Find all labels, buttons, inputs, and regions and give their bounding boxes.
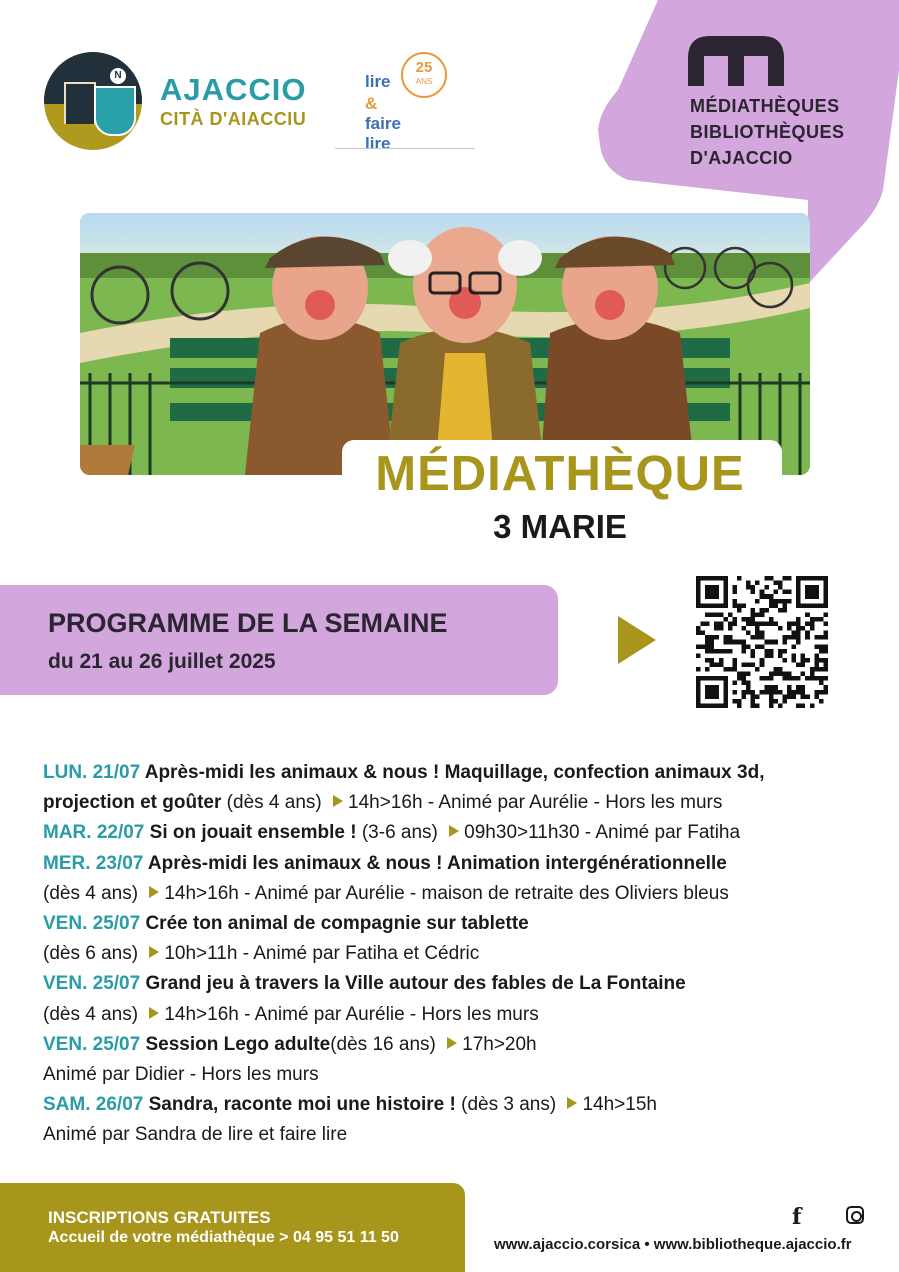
- event-details: 10h>11h - Animé par Fatiha et Cédric: [164, 943, 480, 965]
- time-arrow-icon: [447, 1037, 457, 1049]
- event-title: Session Lego adulte: [145, 1033, 331, 1055]
- event-details: (dès 4 ans): [43, 1003, 144, 1025]
- venue-subtitle: 3 MARIE: [493, 508, 627, 545]
- schedule-line: [43, 758, 873, 788]
- event-details: (dès 16 ans): [330, 1033, 442, 1055]
- schedule-day: VEN. 25/07: [43, 973, 146, 995]
- schedule-line: [43, 788, 873, 818]
- schedule-line: [43, 1060, 873, 1090]
- weekly-schedule: [43, 758, 873, 1151]
- schedule-day: VEN. 25/07: [43, 1033, 146, 1055]
- schedule-line: [43, 1000, 873, 1030]
- schedule-line: [43, 879, 873, 909]
- ajaccio-logo: N: [44, 52, 142, 150]
- mediatheques-line-2: BIBLIOTHÈQUES: [690, 122, 845, 142]
- lire-et-faire-lire-logo: 25 ANS lire & faire lire: [335, 52, 475, 150]
- event-title: Si on jouait ensemble !: [149, 822, 357, 844]
- programme-dates: du 21 au 26 juillet 2025: [48, 650, 276, 673]
- event-details: 09h30>11h30 - Animé par Fatiha: [464, 822, 741, 844]
- event-title: Après-midi les animaux & nous ! Animation intergénérationnelle: [147, 852, 727, 874]
- mediatheques-m-icon: [688, 36, 784, 86]
- time-arrow-icon: [567, 1097, 577, 1109]
- event-title: Après-midi les animaux & nous ! Maquillage, confection animaux 3d,: [144, 762, 765, 783]
- schedule-day: LUN. 21/07: [43, 762, 145, 783]
- schedule-day: MER. 23/07: [43, 852, 148, 874]
- event-details: 17h>20h: [462, 1033, 537, 1055]
- ajaccio-name: AJACCIO: [160, 72, 307, 107]
- mediatheques-line-1: MÉDIATHÈQUES: [690, 96, 840, 116]
- programme-title: PROGRAMME DE LA SEMAINE: [48, 608, 448, 638]
- event-title: Crée ton animal de compagnie sur tablette: [145, 913, 529, 935]
- schedule-line: [43, 818, 873, 848]
- mediatheques-line-3: D'AJACCIO: [690, 148, 793, 168]
- schedule-day: MAR. 22/07: [43, 822, 150, 844]
- event-details: (dès 6 ans): [43, 943, 144, 965]
- qr-code[interactable]: [696, 576, 828, 708]
- schedule-line: [43, 939, 873, 969]
- event-details: (dès 4 ans): [221, 792, 328, 814]
- venue-title: MÉDIATHÈQUE: [375, 447, 745, 501]
- play-arrow-icon: [618, 616, 656, 664]
- registration-title: INSCRIPTIONS GRATUITES: [48, 1208, 271, 1227]
- event-details: (dès 3 ans): [455, 1094, 562, 1116]
- schedule-line: [43, 1030, 873, 1060]
- facebook-icon[interactable]: f: [792, 1204, 802, 1230]
- registration-phone[interactable]: Accueil de votre médiathèque > 04 95 51 11 50: [48, 1229, 399, 1246]
- instagram-icon[interactable]: [846, 1206, 864, 1224]
- schedule-line: [43, 909, 873, 939]
- event-details: 14h>16h - Animé par Aurélie - Hors les murs: [164, 1003, 539, 1025]
- time-arrow-icon: [149, 886, 159, 898]
- event-details: 14h>16h - Animé par Aurélie - maison de retraite des Oliviers bleus: [164, 882, 729, 904]
- schedule-day: VEN. 25/07: [43, 913, 146, 935]
- schedule-line: [43, 849, 873, 879]
- time-arrow-icon: [149, 946, 159, 958]
- time-arrow-icon: [333, 795, 343, 807]
- schedule-line: [43, 1090, 873, 1120]
- event-details: (3-6 ans): [356, 822, 444, 844]
- event-details: 14h>15h: [582, 1094, 657, 1116]
- anniversary-badge: 25 ANS: [401, 52, 447, 98]
- programme-banner: [0, 585, 558, 695]
- website-links[interactable]: www.ajaccio.corsica • www.bibliotheque.ajaccio.fr: [494, 1236, 852, 1253]
- schedule-line: [43, 1120, 873, 1150]
- ajaccio-subtitle: CITÀ D'AIACCIU: [160, 109, 307, 129]
- event-title: Sandra, raconte moi une histoire !: [148, 1094, 456, 1116]
- event-details: 14h>16h - Animé par Aurélie - Hors les murs: [348, 792, 723, 814]
- schedule-line: [43, 969, 873, 999]
- event-details: (dès 4 ans): [43, 882, 144, 904]
- three-grumpy-old-men-illustration: [80, 213, 810, 475]
- schedule-day: SAM. 26/07: [43, 1094, 149, 1116]
- event-details: Animé par Didier - Hors les murs: [43, 1064, 319, 1086]
- event-details: Animé par Sandra de lire et faire lire: [43, 1124, 348, 1146]
- time-arrow-icon: [149, 1007, 159, 1019]
- event-title: Grand jeu à travers la Ville autour des fables de La Fontaine: [145, 973, 686, 995]
- event-title: projection et goûter: [43, 792, 222, 814]
- time-arrow-icon: [449, 825, 459, 837]
